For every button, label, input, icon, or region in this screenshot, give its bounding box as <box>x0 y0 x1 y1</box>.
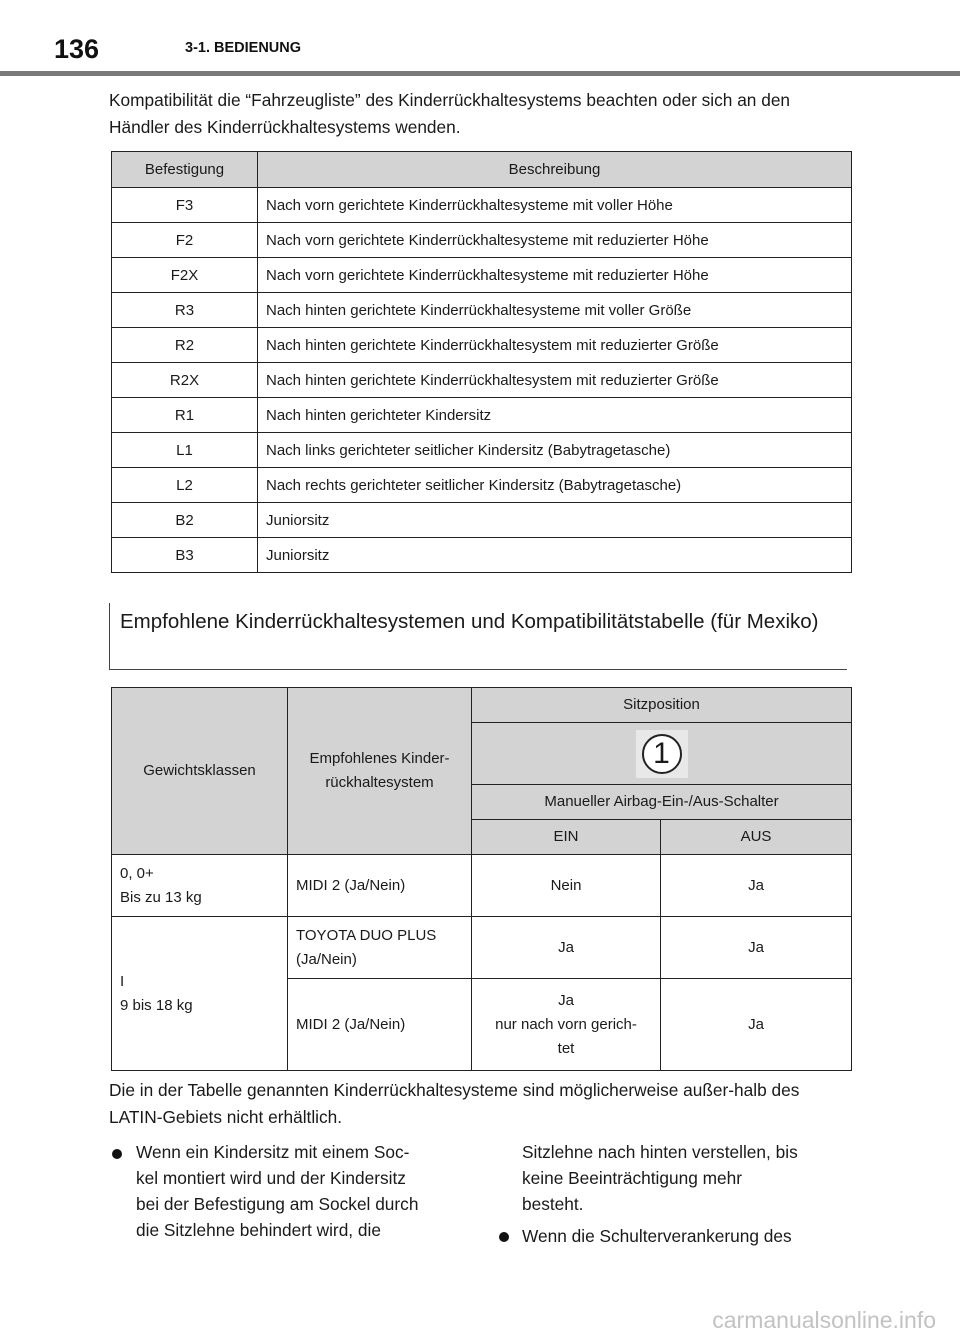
seat-number-badge <box>636 730 688 778</box>
fixture-code: B2 <box>112 503 258 538</box>
text-line: Sitzlehne nach hinten verstellen, bis <box>522 1142 798 1162</box>
right-continuation-text <box>522 1139 798 1217</box>
fixture-description: Nach vorn gerichtete Kinderrückhaltesysteme mit reduzierter Höhe <box>258 258 852 293</box>
weight-range: 9 bis 18 kg <box>120 996 193 1014</box>
table-row <box>112 328 852 363</box>
aus-cell: Ja <box>661 917 852 979</box>
ein-cell <box>472 979 661 1071</box>
fixture-code: R2 <box>112 328 258 363</box>
table-header-row <box>112 152 852 188</box>
system-cell <box>288 917 472 979</box>
header-ein: EIN <box>472 820 661 855</box>
bullet-icon <box>499 1232 509 1242</box>
table-row <box>112 363 852 398</box>
header-befestigung: Befestigung <box>112 152 258 188</box>
ein-value: Ja <box>558 991 574 1009</box>
section-title: 3-1. BEDIENUNG <box>185 40 302 56</box>
subsection-heading: Empfohlene Kinderrückhaltesystemen und Kompatibilitätstabelle (für Mexiko) <box>120 610 819 633</box>
fixture-code: F2X <box>112 258 258 293</box>
fixture-description: Juniorsitz <box>258 503 852 538</box>
left-bullet-text <box>136 1139 418 1243</box>
fixture-description: Nach hinten gerichteter Kindersitz <box>258 398 852 433</box>
fixture-code: F3 <box>112 188 258 223</box>
table-row <box>112 538 852 573</box>
weight-class-cell <box>112 917 288 1071</box>
fixture-description: Nach links gerichteter seitlicher Kindersitz (Babytragetasche) <box>258 433 852 468</box>
fixture-code: L2 <box>112 468 258 503</box>
watermark: carmanualsonline.info <box>712 1307 936 1333</box>
table-row <box>112 503 852 538</box>
header-airbag-switch: Manueller Airbag-Ein-/Aus-Schalter <box>472 785 852 820</box>
ein-note-line1: nur nach vorn gerich- <box>495 1015 637 1033</box>
fixture-table <box>111 151 852 573</box>
table-row <box>112 468 852 503</box>
ein-note-line2: tet <box>557 1039 575 1057</box>
header-system-line1: Empfohlenes Kinder- <box>309 750 450 767</box>
system-note: (Ja/Nein) <box>296 950 357 968</box>
text-line: besteht. <box>522 1194 584 1214</box>
weight-range: Bis zu 13 kg <box>120 888 202 906</box>
weight-group: I <box>120 972 125 990</box>
text-line: die Sitzlehne behindert wird, die <box>136 1220 381 1240</box>
fixture-description: Nach hinten gerichtete Kinderrückhaltesysteme mit voller Größe <box>258 293 852 328</box>
right-bullet-text: Wenn die Schulterverankerung des <box>522 1226 792 1246</box>
table-row <box>112 258 852 293</box>
table-row <box>112 688 852 723</box>
subsection-heading-box <box>109 603 847 670</box>
seat-number-cell <box>472 723 852 785</box>
ein-cell: Nein <box>472 855 661 917</box>
bullet-icon <box>112 1149 122 1159</box>
weight-class-cell <box>112 855 288 917</box>
table-row <box>112 917 852 979</box>
header-recommended-system <box>288 688 472 855</box>
aus-cell: Ja <box>661 979 852 1071</box>
availability-note: Die in der Tabelle genannten Kinderrückhaltesysteme sind möglicherweise außer-halb des LATIN-Gebiets nicht erhältlich. <box>109 1080 800 1127</box>
compatibility-table <box>111 687 852 1071</box>
system-cell: MIDI 2 (Ja/Nein) <box>288 979 472 1071</box>
header-rule <box>0 71 960 76</box>
fixture-code: F2 <box>112 223 258 258</box>
aus-cell: Ja <box>661 855 852 917</box>
header-system-line2: rückhaltesystem <box>325 774 434 791</box>
fixture-description: Nach vorn gerichtete Kinderrückhaltesysteme mit reduzierter Höhe <box>258 223 852 258</box>
fixture-description: Juniorsitz <box>258 538 852 573</box>
intro-paragraph: Kompatibilität die “Fahrzeugliste” des Kinderrückhaltesystems beachten oder sich an den Händler des Kinderrückhaltesystems wenden. <box>109 90 791 137</box>
header-seat-position: Sitzposition <box>472 688 852 723</box>
seat-number-1-icon: 1 <box>642 734 682 774</box>
table-row <box>112 293 852 328</box>
table-row <box>112 398 852 433</box>
fixture-code: B3 <box>112 538 258 573</box>
fixture-description: Nach vorn gerichtete Kinderrückhaltesysteme mit voller Höhe <box>258 188 852 223</box>
system-cell: MIDI 2 (Ja/Nein) <box>288 855 472 917</box>
table-row <box>112 855 852 917</box>
header-weight-class: Gewichtsklassen <box>112 688 288 855</box>
fixture-code: R3 <box>112 293 258 328</box>
weight-group: 0, 0+ <box>120 864 154 882</box>
ein-cell: Ja <box>472 917 661 979</box>
fixture-description: Nach hinten gerichtete Kinderrückhaltesystem mit reduzierter Größe <box>258 363 852 398</box>
table-row <box>112 433 852 468</box>
fixture-description: Nach hinten gerichtete Kinderrückhaltesystem mit reduzierter Größe <box>258 328 852 363</box>
text-line: kel montiert wird und der Kindersitz <box>136 1168 406 1188</box>
header-beschreibung: Beschreibung <box>258 152 852 188</box>
text-line: bei der Befestigung am Sockel durch <box>136 1194 419 1214</box>
page-header <box>0 0 960 80</box>
page-number: 136 <box>54 34 100 64</box>
text-line: keine Beeinträchtigung mehr <box>522 1168 742 1188</box>
fixture-code: L1 <box>112 433 258 468</box>
fixture-code: R1 <box>112 398 258 433</box>
table-row <box>112 188 852 223</box>
text-line: Wenn ein Kindersitz mit einem Soc- <box>136 1142 410 1162</box>
header-aus: AUS <box>661 820 852 855</box>
system-name: TOYOTA DUO PLUS <box>296 926 437 944</box>
table-row <box>112 223 852 258</box>
fixture-code: R2X <box>112 363 258 398</box>
fixture-description: Nach rechts gerichteter seitlicher Kindersitz (Babytragetasche) <box>258 468 852 503</box>
